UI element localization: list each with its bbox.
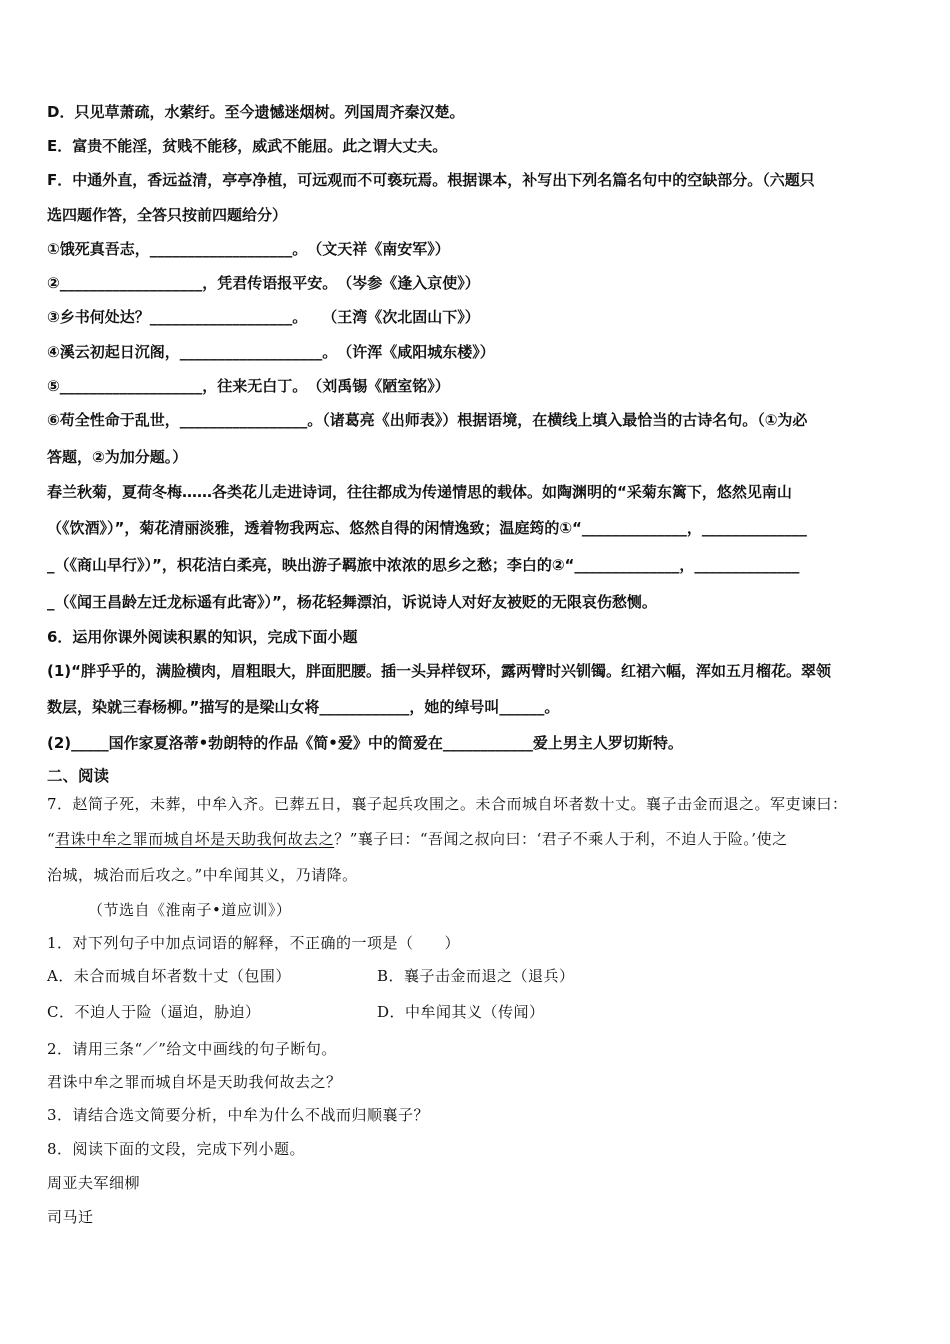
question-6-title: 6．运用你课外阅读积累的知识，完成下面小题: [47, 628, 358, 646]
choice-c: C．不迫人于险（逼迫，胁迫）: [47, 1003, 261, 1021]
section-heading: 二、阅读: [47, 767, 110, 785]
paragraph-line: （《饮酒》）”，菊花清丽淡雅，透着物我两忘、悠然自得的闲情逸致；温庭筠的①“______________，______________: [47, 519, 807, 537]
passage-text: ？”襄子曰：“吾闻之叔向曰：‘君子不乘人于利，不迫人于险。’使之: [334, 830, 788, 848]
option-f-line: F．中通外直，香远益清，亭亭净植，可远观而不可亵玩焉。根据课本，补写出下列名篇名句中的空缺部分。（六题只: [47, 171, 815, 189]
question-6-part-1: 数层，染就三春杨柳。”描写的是梁山女将____________，她的绰号叫______。: [47, 698, 560, 716]
question-6-part-1: (1)“胖乎乎的，满脸横肉，眉粗眼大，胖面肥腰。插一头异样钗环，露两臂时兴钏镯。红裙六幅，浑如五月榴花。翠领: [47, 662, 832, 680]
choice-d: D．中牟闻其义（传闻）: [377, 1003, 545, 1021]
fill-blank-5: ⑤___________________，往来无白丁。 （刘禹锡《陋室铭》）: [47, 377, 450, 395]
sentence-to-punctuate: 君诛中牟之罪而城自坏是天助我何故去之？: [47, 1073, 342, 1091]
paragraph-line: _（《商山早行》）”，枳花洁白柔亮，映出游子羁旅中浓浓的思乡之愁；李白的②“______________，______________: [47, 556, 800, 574]
question-7-passage: [47, 829, 906, 849]
sub-question-3: 3．请结合选文简要分析，中牟为什么不战而归顺襄子？: [47, 1106, 430, 1124]
instruction-line: 选四题作答，全答只按前四题给分）: [47, 206, 288, 224]
choice-b: B．襄子击金而退之（退兵）: [377, 967, 575, 985]
paragraph-line: 春兰秋菊，夏荷冬梅……各类花儿走进诗词，往往都成为传递情思的载体。如陶渊明的“采菊东篱下，悠然见南山: [47, 483, 792, 501]
option-d-line: D．只见草萧疏，水萦纡。至今遗憾迷烟树。列国周齐秦汉楚。: [47, 103, 465, 121]
question-6-part-2: (2)_____国作家夏洛蒂•勃朗特的作品《简•爱》中的简爱在____________爱上男主人罗切斯特。: [47, 734, 683, 752]
sub-question-1: 1．对下列句子中加点词语的解释，不正确的一项是（ ）: [47, 934, 461, 952]
question-7-passage: 7．赵简子死，未葬，中牟入齐。已葬五日，襄子起兵攻围之。未合而城自坏者数十丈。襄子击金而退之。军吏谏曰：: [47, 795, 848, 813]
fill-blank-1: ①饿死真吾志，___________________。 （文天祥《南安军》）: [47, 240, 450, 258]
instruction-line: 答题，②为加分题。）: [47, 448, 188, 466]
underlined-sentence: 君诛中牟之罪而城自坏是天助我何故去之: [55, 830, 335, 848]
fill-blank-4: ④溪云初起日沉阁，___________________。 （许浑《咸阳城东楼》）: [47, 343, 495, 361]
option-e-line: E．富贵不能淫，贫贱不能移，威武不能屈。此之谓大丈夫。: [47, 137, 448, 155]
article-author: 司马迁: [47, 1208, 94, 1226]
sub-question-2: 2．请用三条“／”给文中画线的句子断句。: [47, 1040, 337, 1058]
quote-mark: “: [47, 830, 56, 848]
fill-blank-2: ②___________________，凭君传语报平安。 （岑参《逢入京使》）: [47, 274, 480, 292]
fill-blank-3: ③乡书何处达？___________________。 （王湾《次北固山下》）: [47, 308, 480, 326]
question-8-title: 8．阅读下面的文段，完成下列小题。: [47, 1140, 306, 1158]
article-title: 周亚夫军细柳: [47, 1174, 141, 1192]
fill-blank-6: ⑥苟全性命于乱世，_________________。（诸葛亮《出师表》）根据语境，在横线上填入最恰当的古诗名句。（①为必: [47, 411, 808, 429]
choice-a: A．未合而城自坏者数十丈（包围）: [47, 967, 291, 985]
paragraph-line: _（《闻王昌龄左迁龙标遥有此寄》）”，杨花轻舞漂泊，诉说诗人对好友被贬的无限哀伤愁恻。: [47, 593, 657, 611]
question-7-passage: 治城，城治而后攻之。”中牟闻其义，乃请降。: [47, 866, 358, 884]
source-citation: （节选自《淮南子•道应训》）: [88, 901, 292, 919]
